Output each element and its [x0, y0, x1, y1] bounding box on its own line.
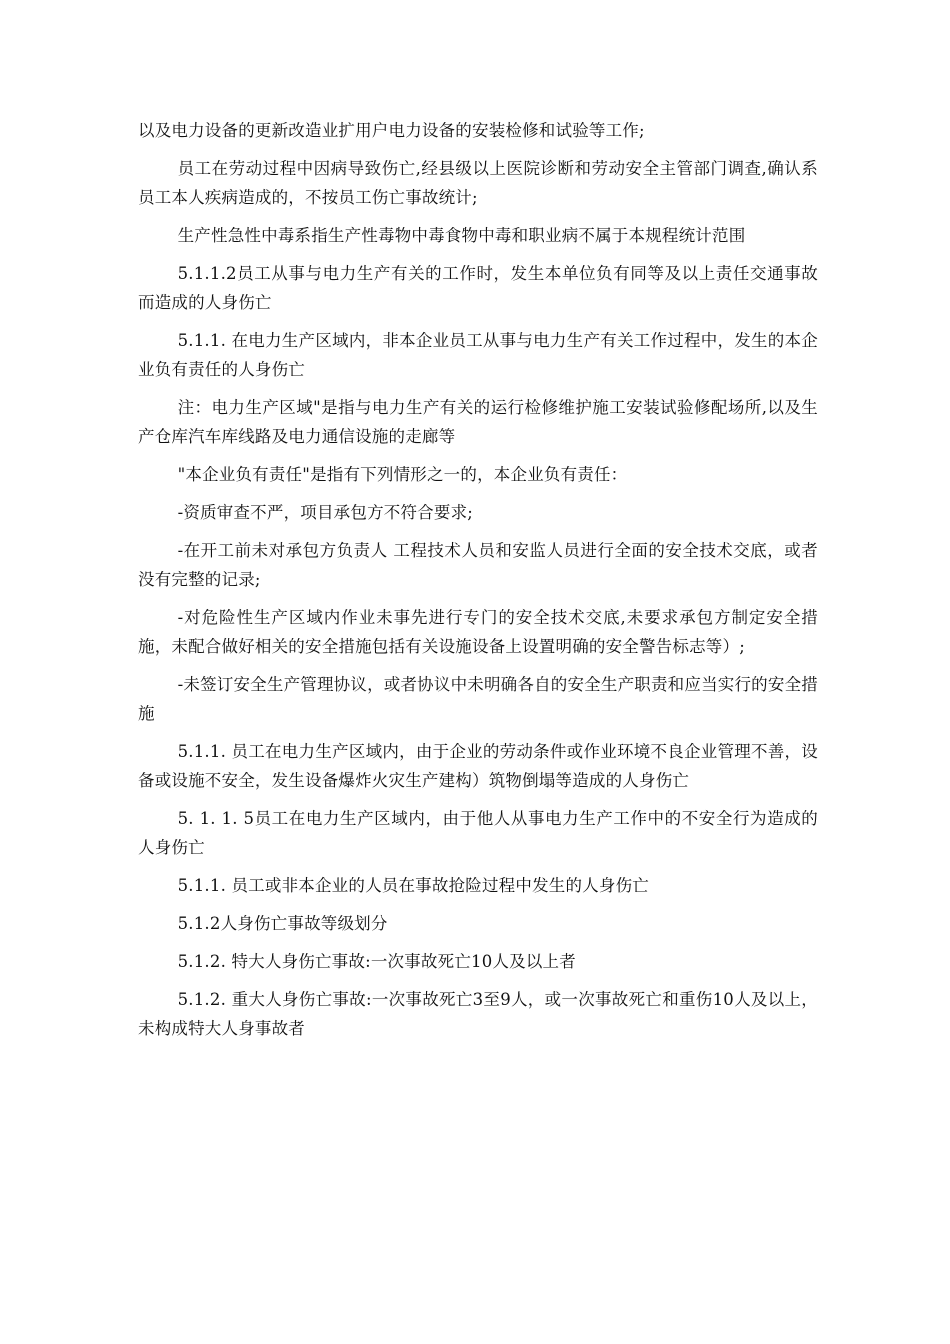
- paragraph-6: 注：电力生产区域"是指与电力生产有关的运行检修维护施工安装试验修配场所,以及生产仓库汽车库线路及电力通信设施的走廊等: [138, 398, 818, 446]
- paragraph-10: -对危险性生产区域内作业未事先进行专门的安全技术交底,未要求承包方制定安全措施，未配合做好相关的安全措施包括有关设施设备上设置明确的安全警告标志等）;: [138, 608, 818, 656]
- paragraph-16: 5.1.2. 特大人身伤亡事故:一次事故死亡10人及以上者: [177, 952, 576, 971]
- paragraph-8: -资质审查不严，项目承包方不符合要求;: [177, 503, 474, 522]
- paragraph-4: 5.1.1.2员工从事与电力生产有关的工作时，发生本单位负有同等及以上责任交通事故而造成的人身伤亡: [138, 264, 818, 312]
- paragraph-11: -未签订安全生产管理协议，或者协议中未明确各自的安全生产职责和应当实行的安全措施: [138, 675, 818, 723]
- paragraph-1: 以及电力设备的更新改造业扩用户电力设备的安装检修和试验等工作;: [138, 121, 645, 140]
- paragraph-5: 5.1.1. 在电力生产区域内，非本企业员工从事与电力生产有关工作过程中，发生的本企业负有责任的人身伤亡: [138, 331, 818, 379]
- paragraph-17: 5.1.2. 重大人身伤亡事故:一次事故死亡3至9人，或一次事故死亡和重伤10人及以上，未构成特大人身事故者: [138, 990, 818, 1038]
- paragraph-14: 5.1.1. 员工或非本企业的人员在事故抢险过程中发生的人身伤亡: [177, 876, 649, 895]
- paragraph-12: 5.1.1. 员工在电力生产区域内，由于企业的劳动条件或作业环境不良企业管理不善，设备或设施不安全，发生设备爆炸火灾生产建构）筑物倒塌等造成的人身伤亡: [138, 742, 818, 790]
- paragraph-13: 5. 1. 1. 5员工在电力生产区域内，由于他人从事电力生产工作中的不安全行为造成的人身伤亡: [138, 809, 818, 857]
- paragraph-15: 5.1.2人身伤亡事故等级划分: [177, 914, 388, 933]
- paragraph-9: -在开工前未对承包方负责人 工程技术人员和安监人员进行全面的安全技术交底，或者没有完整的记录;: [138, 541, 818, 589]
- document-body: [138, 116, 818, 1052]
- paragraph-2: 员工在劳动过程中因病导致伤亡,经县级以上医院诊断和劳动安全主管部门调查,确认系员工本人疾病造成的，不按员工伤亡事故统计;: [138, 159, 818, 207]
- paragraph-3: 生产性急性中毒系指生产性毒物中毒食物中毒和职业病不属于本规程统计范围: [177, 226, 746, 245]
- paragraph-7: "本企业负有责任"是指有下列情形之一的，本企业负有责任：: [177, 465, 628, 484]
